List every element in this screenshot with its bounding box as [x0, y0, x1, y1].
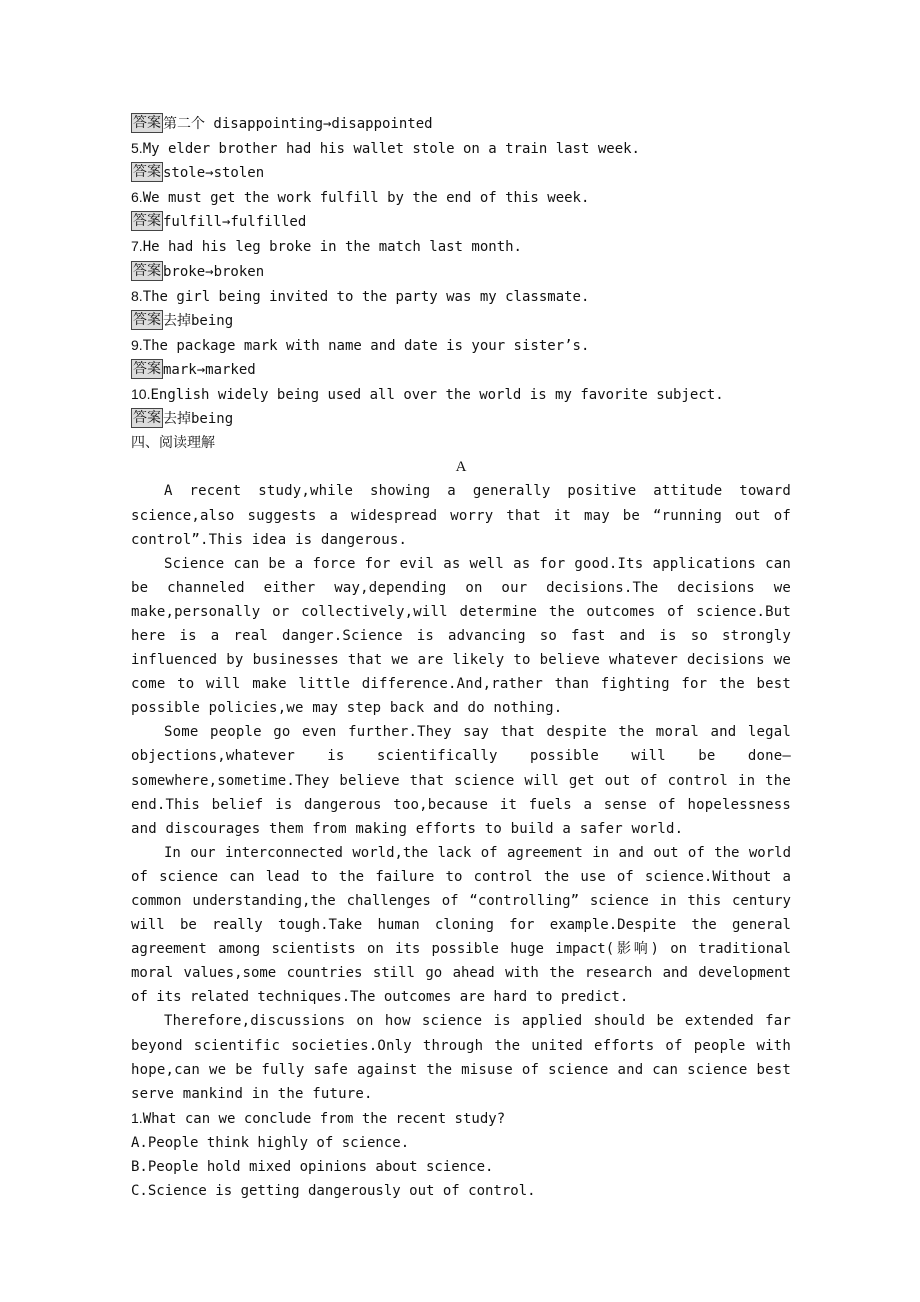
answer-line [131, 309, 791, 333]
question-text: The package mark with name and date is your sister’s. [142, 337, 590, 354]
answer-text: 第二个 disappointing→disappointed [163, 116, 433, 132]
passage-label: A [455, 459, 467, 476]
question-line [131, 284, 791, 309]
passage-paragraph: Therefore,discussions on how science is applied should be extended far beyond scientific societies.Only through the united efforts of people with hope,can we be fully safe against the misuse of science and can science best serve mankind in the future. [131, 1013, 791, 1102]
option-b: B.People hold mixed opinions about science. [131, 1159, 494, 1176]
question-number: 10. [131, 386, 151, 403]
answer-badge: 答案 [133, 262, 161, 279]
answer-text: 去掉being [163, 411, 234, 428]
answer-line [131, 407, 791, 431]
question-number: 8. [131, 287, 143, 304]
answer-badge: 答案 [133, 164, 161, 181]
answer-line [131, 210, 791, 234]
answer-line [131, 161, 791, 185]
answer-badge: 答案 [133, 213, 161, 230]
question-number: 6. [131, 189, 143, 206]
answer-line [131, 260, 791, 284]
answer-text: mark→marked [163, 361, 256, 378]
question-text: He had his leg broke in the match last month. [142, 239, 522, 256]
question-line [131, 333, 791, 358]
question-text: English widely being used all over the world is my favorite subject. [150, 387, 724, 404]
passage-paragraph: Science can be a force for evil as well as for good.Its applications can be channeled either way,depending on our decisions.The decisions we make,personally or collectively,will determine the outcomes of science.But here is a real danger.Science is advancing so fast and is so strongly influenced by businesses that we are likely to believe whatever decisions we come to will make little difference.And,rather than fighting for the best possible policies,we may step back and do nothing. [131, 555, 791, 717]
section-title: 四、阅读理解 [131, 435, 215, 452]
question-line [131, 234, 791, 259]
question-text: We must get the work fulfill by the end of this week. [142, 190, 590, 207]
passage-paragraph: In our interconnected world,the lack of agreement in and out of the world of science can lead to the failure to control the use of science.Without a common understanding,the challenges of “controlling” science in this century will be really tough.Take human cloning for example.Despite the general agreement among scientists on its possible huge impact(影响) on traditional moral values,some countries still go ahead with the research and development of its related techniques.The outcomes are hard to predict. [131, 844, 791, 1006]
option-a: A.People think highly of science. [131, 1134, 410, 1151]
answer-badge: 答案 [133, 410, 161, 427]
question-line [131, 382, 791, 407]
question-line [131, 185, 791, 210]
question-number: 7. [131, 238, 143, 255]
answer-badge: 答案 [133, 360, 161, 377]
answer-text: broke→broken [163, 263, 265, 280]
answer-text: 去掉being [163, 312, 234, 329]
answer-text: stole→stolen [163, 165, 265, 182]
passage-paragraph: A recent study,while showing a generally positive attitude toward science,also suggests a widespread worry that it may be “running out of control”.This idea is dangerous. [131, 483, 791, 548]
question-text: The girl being invited to the party was my classmate. [142, 288, 590, 305]
question-line [131, 1106, 791, 1131]
document-page [131, 112, 791, 1203]
question-number: 1. [131, 1109, 143, 1126]
answer-badge: 答案 [133, 115, 161, 131]
passage-paragraph: Some people go even further.They say that despite the moral and legal objections,whatever is scientifically possible will be done—somewhere,sometime.They believe that science will get out of control in the end.This belief is dangerous too,because it fuels a sense of hopelessness and discourages them from making efforts to build a safer world. [131, 724, 791, 837]
question-line [131, 136, 791, 161]
question-number: 9. [131, 336, 143, 353]
answer-line [131, 112, 791, 136]
answer-text: fulfill→fulfilled [163, 214, 307, 231]
question-number: 5. [131, 140, 143, 157]
answer-badge: 答案 [133, 311, 161, 328]
option-c: C.Science is getting dangerously out of control. [131, 1183, 536, 1200]
question-text: My elder brother had his wallet stole on a train last week. [142, 141, 640, 158]
answer-line [131, 358, 791, 382]
question-text: What can we conclude from the recent study? [142, 1110, 506, 1127]
